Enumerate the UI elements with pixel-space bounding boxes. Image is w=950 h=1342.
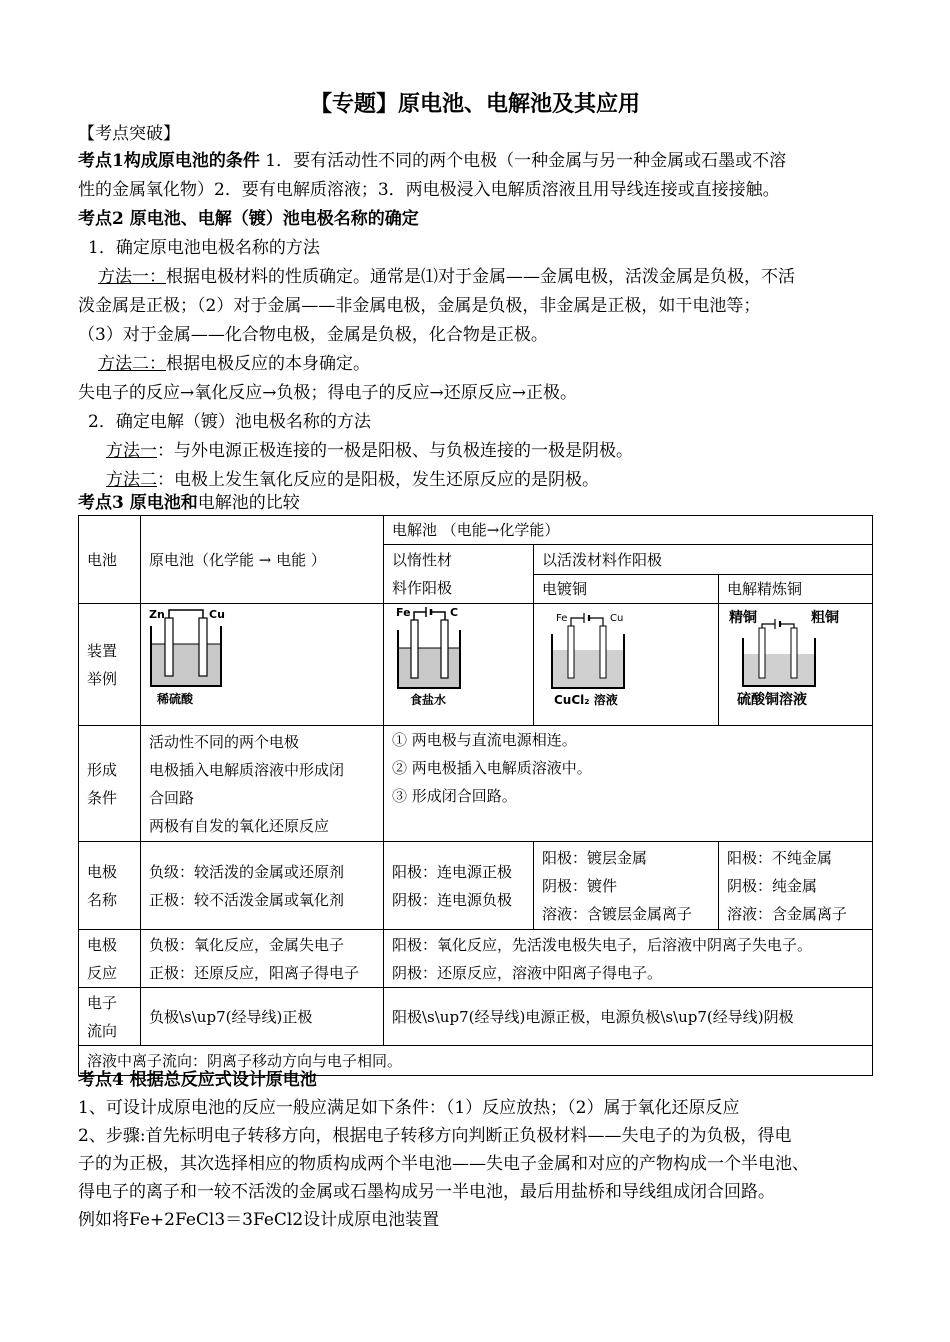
k1-text1: 1．要有活动性不同的两个电极（一种金属与另一种金属或石墨或不溶	[265, 151, 787, 171]
k4-line3: 子的为正极，其次选择相应的物质构成两个半电池——失电子金属和对应的产物构成一个半电池、	[78, 1154, 809, 1174]
row-label-names	[79, 842, 141, 930]
k2-subtitle2: 2．确定电解（镀）池电极名称的方法	[88, 412, 371, 432]
name-p1: 阳极：镀层金属	[542, 848, 648, 867]
table-row-electron-flow	[79, 988, 873, 1046]
header-refining: 电解精炼铜	[719, 575, 873, 604]
conditions-electrolytic	[384, 726, 873, 842]
row-label-react-2: 反应	[87, 963, 118, 982]
names-inert	[384, 842, 534, 930]
header-active-anode: 以活泼材料作阳极	[534, 545, 873, 575]
label-dilute-h2so4: 稀硫酸	[157, 692, 194, 706]
names-refining	[719, 842, 873, 930]
k3-heading-rest: 电解池的比较	[197, 493, 300, 513]
names-galvanic	[141, 842, 384, 930]
row-label-conditions	[79, 726, 141, 842]
cond-g1: 活动性不同的两个电极	[149, 732, 300, 751]
header-electrolytic: 电解池 （电能→化学能）	[384, 516, 873, 545]
k4-heading: 考点4 根据总反应式设计原电池	[78, 1070, 317, 1090]
k1-heading: 考点1构成原电池的条件	[78, 151, 260, 171]
name-g1: 负级：较活泼的金属或还原剂	[149, 862, 345, 881]
k2-elec-method1-text: ：与外电源正极连接的一极是阳极、与负极连接的一极是阴极。	[157, 441, 633, 461]
ion-flow: 溶液中离子流向：阴离子移动方向与电子相同。	[79, 1046, 873, 1076]
name-r1: 阳极：不纯金属	[727, 848, 833, 867]
k1-text2: 性的金属氧化物）2．要有电解质溶液；3．两电极浸入电解质溶液且用导线连接或直接接触。	[78, 180, 780, 200]
label-c: C	[450, 606, 459, 619]
k2-elec-method1	[106, 440, 633, 462]
k4-line4: 得电子的离子和一较不活泼的金属或石墨构成另一半电池，最后用盐桥和导线组成闭合回路。	[78, 1182, 775, 1202]
k2-method1-label: 方法一：	[98, 267, 166, 287]
header-galvanic: 原电池（化学能 → 电能 ）	[141, 516, 384, 604]
header-inert-anode	[384, 545, 534, 604]
table-header-row1	[79, 516, 873, 545]
reactions-galvanic	[141, 930, 384, 988]
k3-heading	[78, 492, 300, 514]
table-row-device	[79, 604, 873, 726]
label-pure-copper: 精铜	[729, 610, 757, 626]
k2-heading: 考点2 原电池、电解（镀）池电极名称的确定	[78, 209, 419, 229]
device-galvanic-cell	[141, 604, 384, 726]
row-label-flow	[79, 988, 141, 1046]
k2-elec-method2-label: 方法二	[106, 470, 157, 490]
k4-line5: 例如将Fe+2FeCl3＝3FeCl2设计成原电池装置	[78, 1210, 440, 1230]
comparison-table	[78, 515, 873, 1076]
k2-method2-label: 方法二：	[98, 354, 166, 374]
table-row-reactions	[79, 930, 873, 988]
electrolysis-saltwater-diagram	[384, 604, 534, 716]
k2-method2-line2: 失电子的反应→氧化反应→负极；得电子的反应→还原反应→正极。	[78, 383, 577, 403]
flow-electrolytic: 阳极\s\up7(经导线)电源正极，电源负极\s\up7(经导线)阴极	[384, 988, 873, 1046]
cond-g3: 合回路	[149, 788, 195, 807]
name-r2: 阴极：纯金属	[727, 876, 818, 895]
k2-method1-text1: 根据电极材料的性质确定。通常是⑴对于金属——金属电极，活泼金属是负极，不活	[166, 267, 795, 287]
name-p3: 溶液：含镀层金属离子	[542, 904, 693, 923]
row-label-device-1: 装置	[87, 641, 118, 660]
cond-e1: ① 两电极与直流电源相连。	[392, 731, 577, 749]
table-row-conditions	[79, 726, 873, 842]
label-cu: Cu	[209, 608, 225, 621]
copper-plating-diagram	[534, 604, 719, 716]
label-zn: Zn	[149, 608, 165, 621]
label-plating-fe: Fe	[556, 613, 568, 624]
device-plating-cell	[534, 604, 719, 726]
row-label-device-2: 举例	[87, 669, 118, 688]
table-row-electrode-names	[79, 842, 873, 930]
react-g1: 负极：氧化反应，金属失电子	[149, 935, 345, 954]
page-title: 【专题】原电池、电解池及其应用	[309, 91, 640, 117]
conditions-galvanic	[141, 726, 384, 842]
flow-galvanic: 负极\s\up7(经导线)正极	[141, 988, 384, 1046]
header-battery: 电池	[79, 516, 141, 604]
k2-elec-method2	[106, 469, 599, 491]
name-i1: 阳极：连电源正极	[392, 862, 513, 881]
label-plating-cu: Cu	[610, 613, 624, 624]
k4-line1: 1、可设计成原电池的反应一般应满足如下条件：（1）反应放热；（2）属于氧化还原反应	[78, 1098, 740, 1118]
label-cucl2-solution: CuCl₂ 溶液	[554, 693, 618, 707]
react-e1: 阳极：氧化反应，先活泼电极失电子，后溶液中阴离子失电子。	[392, 935, 813, 954]
k2-method1-line1	[98, 266, 795, 288]
cond-g2: 电极插入电解质溶液中形成闭	[149, 760, 345, 779]
row-label-name-2: 名称	[87, 890, 118, 909]
k2-elec-method2-text: ：电极上发生氧化反应的是阳极，发生还原反应的是阴极。	[157, 470, 599, 490]
reactions-electrolytic	[384, 930, 873, 988]
k2-subtitle1: 1．确定原电池电极名称的方法	[88, 238, 320, 258]
row-label-cond-1: 形成	[87, 760, 118, 779]
copper-refining-diagram	[719, 604, 873, 716]
k2-method2-line	[98, 353, 370, 375]
label-cuso4-solution: 硫酸铜溶液	[737, 692, 807, 708]
name-p2: 阴极：镀件	[542, 876, 618, 895]
row-label-flow-1: 电子	[87, 993, 118, 1012]
device-inert-cell	[384, 604, 534, 726]
row-label-device	[79, 604, 141, 726]
row-label-react-1: 电极	[87, 935, 118, 954]
row-label-name-1: 电极	[87, 862, 118, 881]
names-plating	[534, 842, 719, 930]
name-g2: 正极：较不活泼金属或氧化剂	[149, 890, 345, 909]
section-heading: 【考点突破】	[78, 124, 180, 144]
k3-heading-bold: 考点3 原电池和	[78, 493, 198, 513]
k2-method1-text2: 泼金属是正极；（2）对于金属——非金属电极，金属是负极，非金属是正极，如干电池等；	[78, 296, 761, 316]
row-label-cond-2: 条件	[87, 788, 118, 807]
react-g2: 正极：还原反应，阳离子得电子	[149, 963, 360, 982]
cond-e2: ② 两电极插入电解质溶液中。	[392, 759, 592, 777]
header-plating: 电镀铜	[534, 575, 719, 604]
row-label-flow-2: 流向	[87, 1021, 118, 1040]
cond-g4: 两极有自发的氧化还原反应	[149, 816, 330, 835]
name-i2: 阴极：连电源负极	[392, 890, 513, 909]
label-salt-water: 食盐水	[410, 693, 447, 707]
react-e2: 阴极：还原反应，溶液中阳离子得电子。	[392, 963, 663, 982]
cond-e3: ③ 形成闭合回路。	[392, 787, 517, 805]
label-fe: Fe	[396, 606, 411, 619]
label-crude-copper: 粗铜	[811, 610, 839, 626]
device-refining-cell	[719, 604, 873, 726]
name-r3: 溶液：含金属离子	[727, 904, 848, 923]
k2-elec-method1-label: 方法一	[106, 441, 157, 461]
header-inert-line1: 以惰性材	[392, 551, 453, 569]
k2-method1-text3: （3）对于金属——化合物电极，金属是负极，化合物是正极。	[78, 325, 548, 345]
k4-line2: 2、步骤:首先标明电子转移方向，根据电子转移方向判断正负极材料——失电子的为负极，得电	[78, 1126, 792, 1146]
k1-line1	[78, 150, 786, 172]
galvanic-cell-diagram	[141, 604, 384, 716]
k2-method2-text: 根据电极反应的本身确定。	[166, 354, 370, 374]
header-inert-line2: 料作阳极	[392, 579, 453, 597]
row-label-reactions	[79, 930, 141, 988]
